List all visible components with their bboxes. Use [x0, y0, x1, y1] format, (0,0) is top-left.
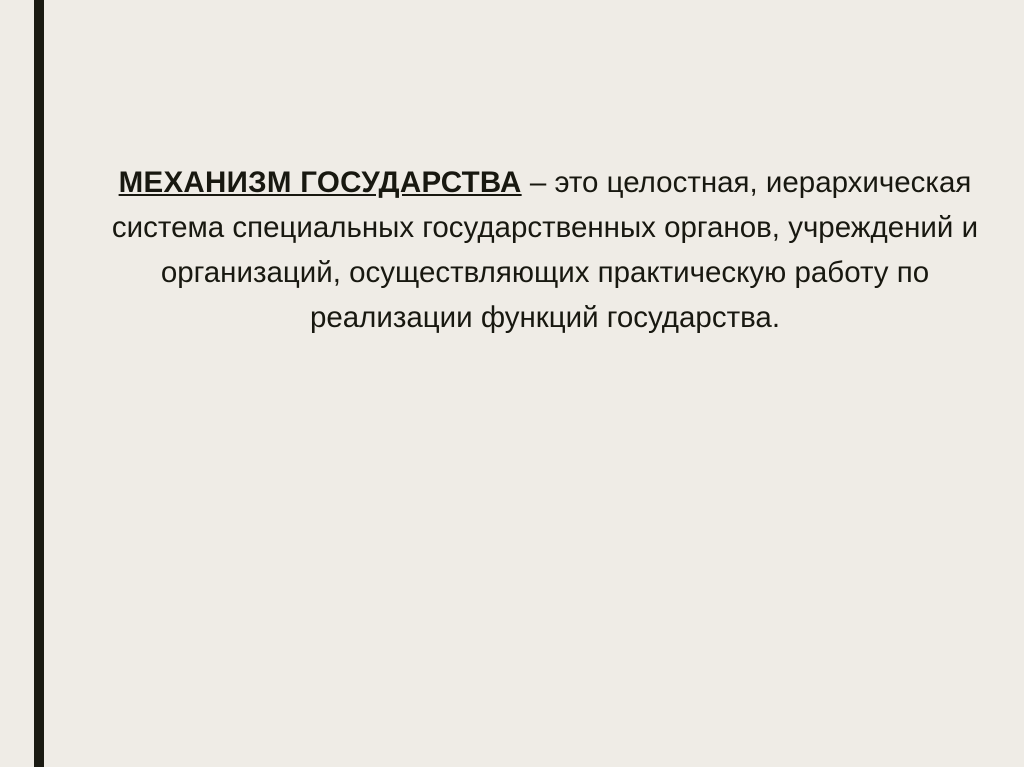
definition-text: это целостная, иерархическая система специальных государственных органов, учреждений и организаций, осуществляющих практическую работу по реализации функций государства. [111, 166, 979, 334]
left-accent-bar [34, 0, 44, 767]
left-margin-strip [0, 0, 24, 767]
term-dash: – [521, 166, 555, 199]
definition-block [90, 160, 1000, 340]
left-inner-gap [44, 0, 56, 767]
term-heading: МЕХАНИЗМ ГОСУДАРСТВА [118, 166, 522, 199]
slide-content [70, 0, 1024, 767]
